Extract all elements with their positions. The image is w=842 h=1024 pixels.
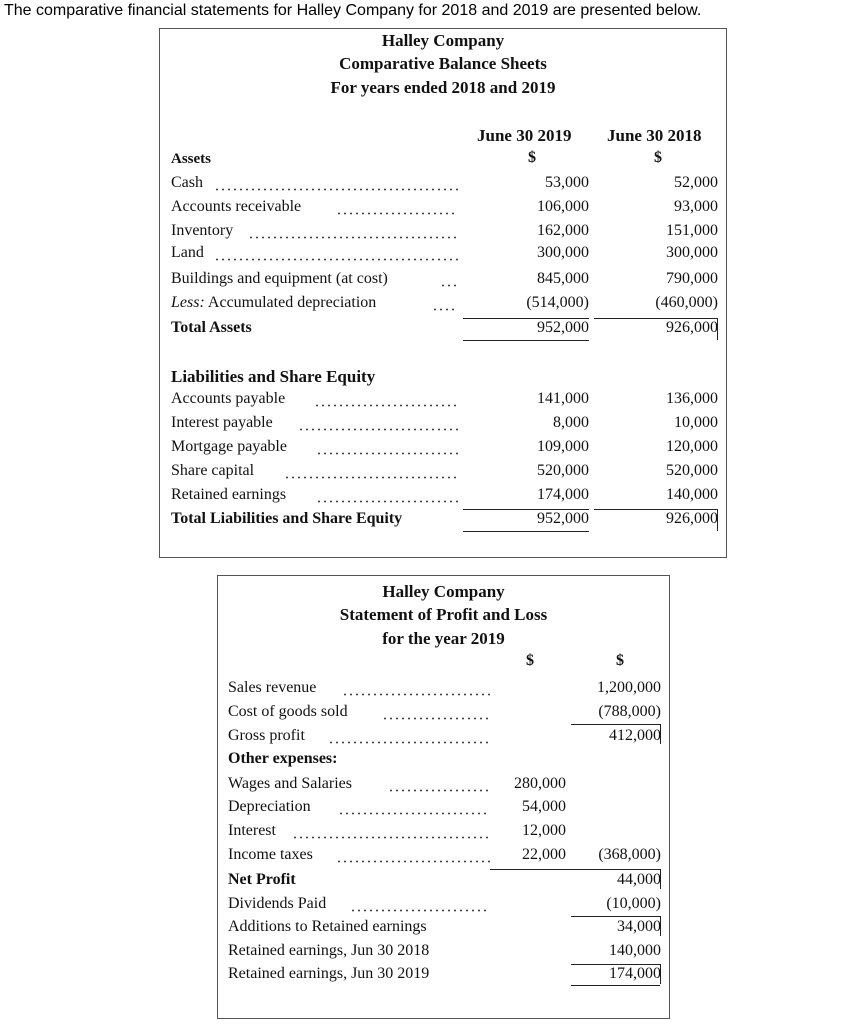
liability-label: Mortgage payable (171, 438, 287, 455)
liability-label: Retained earnings (171, 486, 287, 503)
pl-col2-value: (368,000) (598, 846, 661, 863)
pl-currency-col1: $ (526, 652, 534, 669)
asset-2019-value: 845,000 (537, 270, 589, 287)
intro-text: The comparative financial statements for Halley Company for 2018 and 2019 are presented below. (4, 2, 702, 19)
liability-2018-value: 120,000 (666, 438, 718, 455)
total-assets-label: Total Assets (171, 319, 252, 336)
leader-dots (214, 188, 458, 191)
total-liabilities-label: Total Liabilities and Share Equity (171, 510, 403, 527)
leader-dots (248, 236, 458, 239)
total-assets-2019: 952,000 (537, 319, 589, 336)
liability-2019-value: 141,000 (537, 390, 589, 407)
pl-col1-value: 54,000 (522, 798, 566, 815)
liabilities-header: Liabilities and Share Equity (171, 367, 376, 386)
currency-2019: $ (528, 149, 536, 166)
pl-col2-value: 44,000 (617, 871, 661, 888)
profit-loss-panel (217, 575, 670, 1019)
liability-2019-value: 174,000 (537, 486, 589, 503)
asset-2018-value: 151,000 (666, 222, 718, 239)
asset-2018-value: 300,000 (666, 244, 718, 261)
liability-label: Interest payable (171, 414, 273, 431)
rule-line (717, 318, 718, 340)
pl-col2-value: 1,200,000 (597, 679, 661, 696)
pl-col2-value: 412,000 (609, 727, 661, 744)
leader-dots (388, 789, 490, 792)
pl-col1-value: 22,000 (522, 846, 566, 863)
total-liabilities-2018: 926,000 (666, 510, 718, 527)
currency-2018: $ (654, 149, 662, 166)
asset-label: Cash (171, 174, 203, 191)
liability-2018-value: 10,000 (674, 414, 718, 431)
leader-dots (316, 500, 458, 503)
rule-line (463, 340, 589, 341)
leader-dots (350, 909, 490, 912)
asset-label: Accounts receivable (171, 198, 302, 215)
bs-title: Comparative Balance Sheets (339, 54, 547, 73)
asset-label: Inventory (171, 222, 234, 239)
asset-2019-value: 300,000 (537, 244, 589, 261)
pl-row-label: Dividends Paid (228, 895, 327, 912)
asset-2019-value: 106,000 (537, 198, 589, 215)
bs-company: Halley Company (381, 31, 505, 50)
pl-row-label-other-expenses: Other expenses: (228, 750, 338, 767)
pl-row-label: Gross profit (228, 727, 305, 744)
leader-dots (432, 308, 458, 311)
pl-col2-value: 34,000 (617, 918, 661, 935)
leader-dots (382, 717, 490, 720)
leader-dots (214, 258, 458, 261)
leader-dots (284, 476, 458, 479)
col-header-2018: June 30 2018 (607, 126, 702, 145)
pl-col2-value: 174,000 (609, 965, 661, 982)
leader-dots (328, 741, 490, 744)
leader-dots (292, 836, 490, 839)
asset-label: Land (171, 244, 204, 261)
total-liabilities-2019: 952,000 (537, 510, 589, 527)
asset-2019-value: (514,000) (526, 294, 589, 311)
total-assets-2018: 926,000 (666, 319, 718, 336)
leader-dots (338, 812, 490, 815)
rule-line (571, 985, 660, 986)
asset-label-accum-dep (171, 294, 376, 312)
pl-row-label: Depreciation (228, 798, 311, 815)
liability-2019-value: 520,000 (537, 462, 589, 479)
asset-2018-value: 52,000 (674, 174, 718, 191)
liability-2018-value: 520,000 (666, 462, 718, 479)
pl-col1-value: 280,000 (514, 775, 566, 792)
pl-row-label: Income taxes (228, 846, 313, 863)
bs-period: For years ended 2018 and 2019 (330, 78, 556, 97)
liability-label: Share capital (171, 462, 255, 479)
asset-2019-value: 53,000 (545, 174, 589, 191)
pl-row-label: Cost of goods sold (228, 703, 348, 720)
assets-header: Assets (171, 151, 211, 167)
rule-line (463, 531, 589, 532)
asset-2018-value: 790,000 (666, 270, 718, 287)
rule-line (571, 916, 660, 917)
pl-currency-col2: $ (616, 652, 624, 669)
liability-2019-value: 109,000 (537, 438, 589, 455)
leader-dots (336, 212, 458, 215)
pl-row-label: Interest (228, 822, 276, 839)
pl-period: for the year 2019 (382, 629, 505, 648)
leader-dots (316, 452, 458, 455)
rule-line (490, 869, 660, 870)
leader-dots (440, 284, 458, 287)
col-header-2019: June 30 2019 (477, 126, 572, 145)
leader-dots (314, 404, 458, 407)
accum-dep-label: Accumulated depreciation (207, 294, 377, 311)
pl-col2-value: 140,000 (609, 942, 661, 959)
asset-2018-value: (460,000) (655, 294, 718, 311)
pl-row-label: Wages and Salaries (228, 775, 352, 792)
pl-title: Statement of Profit and Loss (339, 605, 548, 624)
pl-col2-value: (788,000) (598, 703, 661, 720)
rule-line (571, 724, 660, 725)
liability-2018-value: 140,000 (666, 486, 718, 503)
liability-2018-value: 136,000 (666, 390, 718, 407)
pl-row-label: Sales revenue (228, 679, 317, 696)
leader-dots (342, 693, 490, 696)
less-prefix: Less: (171, 294, 205, 311)
balance-sheet-panel (159, 28, 727, 558)
liability-2019-value: 8,000 (553, 414, 589, 431)
pl-row-label-net-profit: Net Profit (228, 871, 296, 888)
pl-company: Halley Company (382, 582, 505, 601)
leader-dots (336, 860, 490, 863)
liability-label: Accounts payable (171, 390, 286, 407)
pl-row-label: Additions to Retained earnings (228, 918, 427, 935)
asset-2018-value: 93,000 (674, 198, 718, 215)
asset-label: Buildings and equipment (at cost) (171, 270, 388, 287)
rule-line (717, 509, 718, 531)
pl-row-label: Retained earnings, Jun 30 2018 (228, 942, 430, 959)
leader-dots (298, 428, 458, 431)
pl-col2-value: (10,000) (606, 895, 661, 912)
asset-2019-value: 162,000 (537, 222, 589, 239)
pl-col1-value: 12,000 (522, 822, 566, 839)
pl-row-label: Retained earnings, Jun 30 2019 (228, 965, 430, 982)
